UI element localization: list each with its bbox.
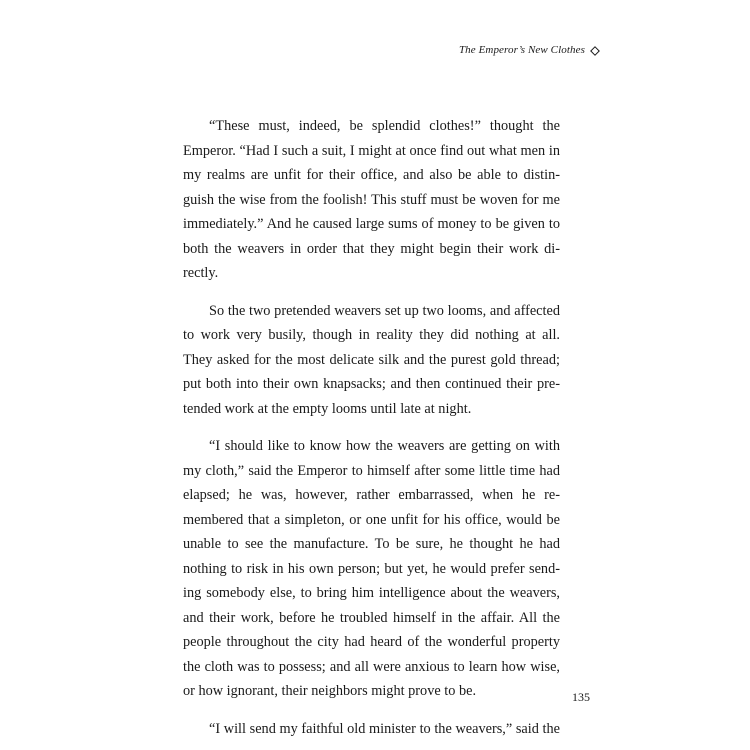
running-head-title: The Emperor’s New Clothes: [458, 44, 585, 56]
paragraph: So the two pretended weavers set up two looms, and affected to work very busily, though in reality they did nothing at all. They asked for the most delicate silk and the purest gold thread; put both into their own knapsacks; and then continued their pretended work at the empty looms until late at night.: [183, 302, 560, 417]
paragraph: “These must, indeed, be splendid clothes!” thought the Emperor. “Had I such a suit, I might at once find out what men in my realms are unfit for their office, and also be able to distinguish the wise from the foolish! This stuff must be woven for me immediately.” And he caused large sums of money to be given to both the weavers in order that they might begin their work directly.: [183, 118, 560, 281]
body-text: [183, 114, 560, 741]
page-number: 135: [572, 690, 590, 704]
paragraph: “I will send my faithful old minister to the weavers,” said the: [209, 720, 560, 737]
paragraph: “I should like to know how the weavers are getting on with my cloth,” said the Emperor to himself after some little time had elapsed; he was, however, rather embarrassed, when he remembered that a simpleton, or one unfit for his office, would be unable to see the manufacture. To be sure, he thought he had nothing to risk in his own person; but yet, he would prefer sending somebody else, to bring him intelligence about the weavers, and their work, before he troubled himself in the affair. All the people throughout the city had heard of the wonderful property the cloth was to possess; and all were anxious to learn how wise, or how ignorant, their neighbors might prove to be.: [183, 438, 560, 699]
diamond-icon: [590, 46, 600, 56]
